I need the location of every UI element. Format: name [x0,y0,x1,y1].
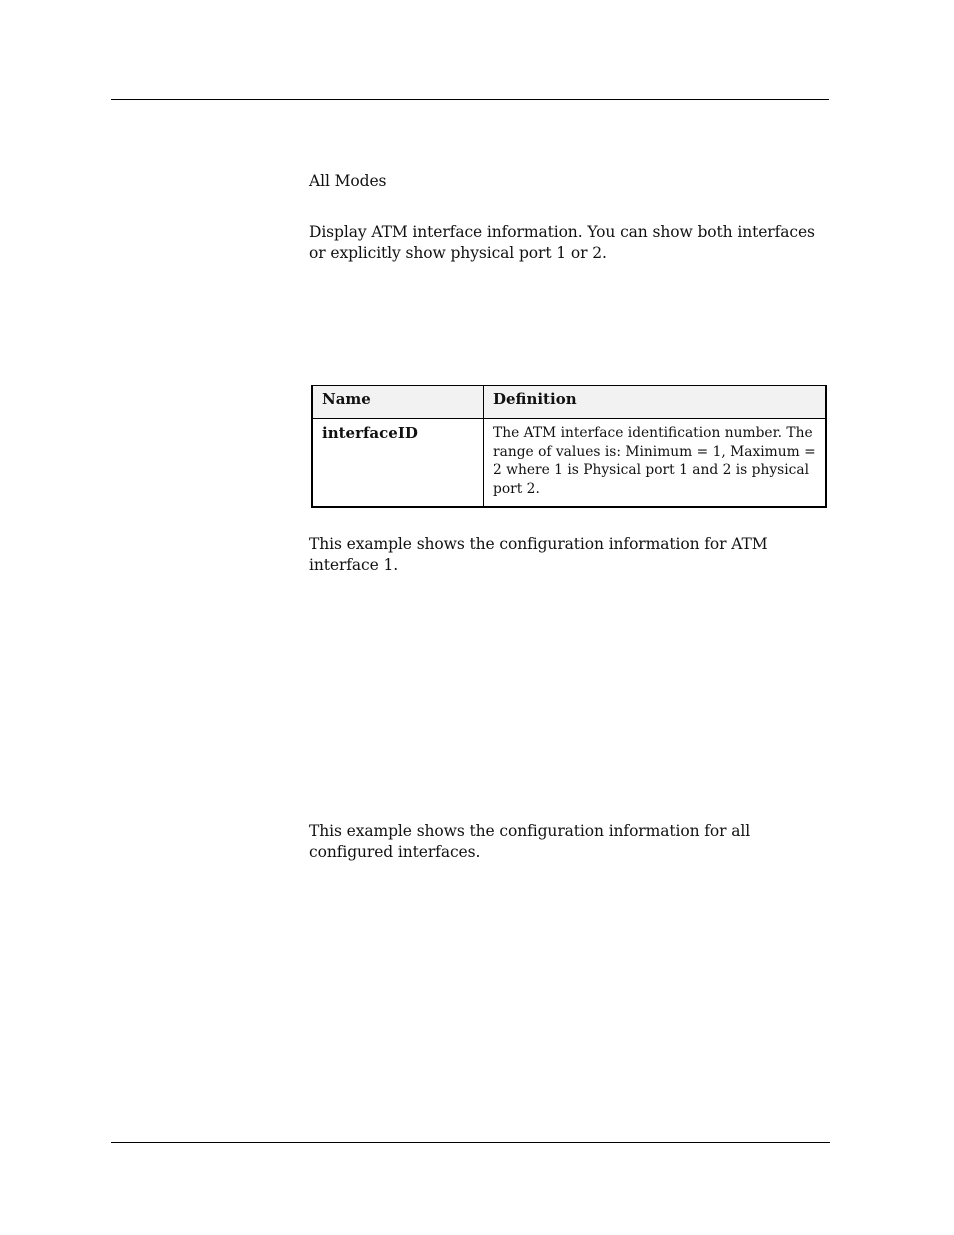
command-modes-text: All Modes [309,172,387,190]
parameter-name: interfaceID [312,419,484,508]
parameter-definition: The ATM interface identification number. The range of values is: Minimum = 1, Maximum = 2 where 1 is Physical port 1 and 2 is physical port 2. [484,419,827,508]
table-row [312,419,826,508]
parameters-table [311,385,827,508]
example-2-text: This example shows the configuration information for all configured interfaces. [309,822,751,861]
example-1-text: This example shows the configuration information for ATM interface 1. [309,535,768,574]
table-header-definition: Definition [484,386,827,419]
footer-rule [111,1142,830,1143]
table-header-name: Name [312,386,484,419]
command-description: Display ATM interface information. You can show both interfaces or explicitly show physical port 1 or 2. [309,223,815,262]
header-rule [111,99,829,100]
table-header-row [312,386,826,419]
